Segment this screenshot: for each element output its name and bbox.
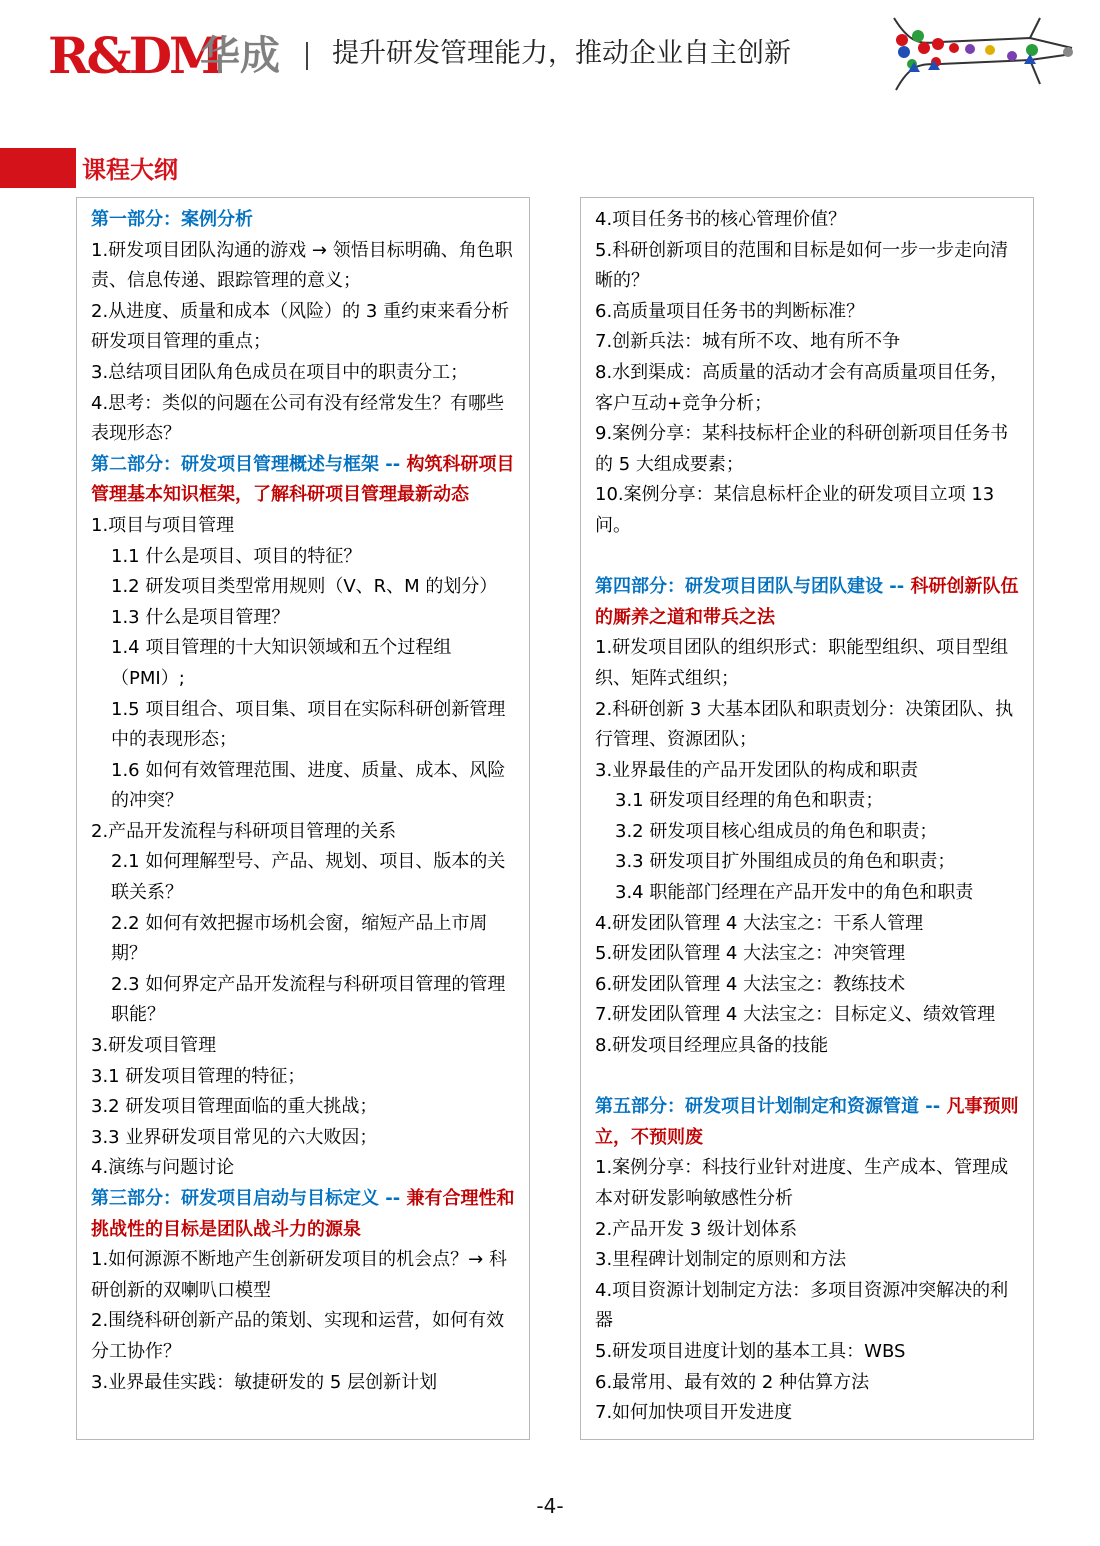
huacheng-logo-text: 华成 — [200, 33, 280, 79]
part-heading — [595, 572, 1021, 633]
part-heading-subtitle: 兼有合理性和挑战性的目标是团队战斗力的源泉 — [91, 1188, 515, 1240]
network-decoration-icon — [890, 14, 1080, 94]
part-heading-subtitle: 凡事预则立，不预则废 — [595, 1096, 1019, 1148]
outline-item: 8.研发项目经理应具备的技能 — [595, 1035, 829, 1057]
section-title: 课程大纲 — [82, 156, 178, 184]
outline-subitem: 3.3 研发项目扩外围组成员的角色和职责； — [615, 851, 956, 873]
outline-item: 4.项目资源计划制定方法：多项目资源冲突解决的利器 — [595, 1279, 1009, 1332]
outline-item: 3.业界最佳的产品开发团队的构成和职责 — [595, 759, 919, 781]
outline-item: 3.2 研发项目管理面临的重大挑战； — [91, 1096, 378, 1118]
part-heading-subtitle: 科研创新队伍的厮养之道和带兵之法 — [595, 576, 1019, 628]
outline-subitem: 3.4 职能部门经理在产品开发中的角色和职责 — [615, 882, 974, 904]
part-heading-title: 第二部分：研发项目管理概述与框架 -- — [91, 453, 407, 475]
outline-right-column — [580, 197, 1034, 1440]
part-heading-title: 第四部分：研发项目团队与团队建设 -- — [595, 576, 911, 598]
outline-item: 7.如何加快项目开发进度 — [595, 1402, 793, 1424]
outline-item: 4.思考：类似的问题在公司有没有经常发生？有哪些表现形态？ — [91, 392, 505, 445]
page-number: -4- — [536, 1494, 564, 1518]
outline-item: 6.研发团队管理 4 大法宝之：教练技术 — [595, 973, 906, 995]
outline-item: 9.案例分享：某科技标杆企业的科研创新项目任务书的 5 大组成要素； — [595, 423, 1009, 475]
outline-item: 3.里程碑计划制定的原则和方法 — [595, 1249, 847, 1271]
outline-item: 2.围绕科研创新产品的策划、实现和运营，如何有效分工协作？ — [91, 1310, 505, 1362]
outline-subitem: 3.1 研发项目经理的角色和职责； — [615, 790, 884, 812]
outline-item: 1.研发项目团队沟通的游戏 → 领悟目标明确、角色职责、信息传递、跟踪管理的意义； — [91, 239, 513, 292]
outline-item: 3.研发项目管理 — [91, 1035, 217, 1057]
part-heading-subtitle: 构筑科研项目管理基本知识框架，了解科研项目管理最新动态 — [91, 453, 515, 506]
outline-subitem: 1.1 什么是项目、项目的特征？ — [111, 545, 362, 567]
outline-subitem: 1.2 研发项目类型常用规则（V、R、M 的划分） — [111, 576, 498, 598]
section-marker — [0, 148, 76, 188]
part-heading-title: 第五部分：研发项目计划制定和资源管道 -- — [595, 1096, 947, 1118]
outline-subitem: 1.4 项目管理的十大知识领域和五个过程组（PMI）; — [111, 637, 452, 689]
part-heading — [595, 1092, 1021, 1153]
outline-item: 2.科研创新 3 大基本团队和职责划分：决策团队、执行管理、资源团队； — [595, 698, 1014, 751]
outline-item: 6.高质量项目任务书的判断标准？ — [595, 300, 865, 322]
header-slogan: 提升研发管理能力，推动企业自主创新 — [332, 38, 791, 69]
outline-subitem: 2.1 如何理解型号、产品、规划、项目、版本的关联关系？ — [111, 851, 506, 904]
outline-subitem: 3.2 研发项目核心组成员的角色和职责； — [615, 820, 938, 842]
outline-item: 5.研发团队管理 4 大法宝之：冲突管理 — [595, 943, 906, 965]
outline-item: 8.水到渠成：高质量的活动才会有高质量项目任务，客户互动+竞争分析； — [595, 361, 1009, 414]
outline-item: 2.产品开发流程与科研项目管理的关系 — [91, 820, 397, 842]
outline-subitem: 2.3 如何界定产品开发流程与科研项目管理的管理职能？ — [111, 973, 506, 1026]
outline-item: 7.创新兵法：城有所不攻、地有所不争 — [595, 331, 901, 353]
outline-item: 5.科研创新项目的范围和目标是如何一步一步走向清晰的？ — [595, 239, 1009, 292]
outline-item: 1.案例分享：科技行业针对进度、生产成本、管理成本对研发影响敏感性分析 — [595, 1157, 1009, 1209]
page-header — [0, 0, 1100, 110]
outline-item: 10.案例分享：某信息标杆企业的研发项目立项 13 问。 — [595, 484, 995, 536]
outline-item: 4.研发团队管理 4 大法宝之：干系人管理 — [595, 912, 924, 934]
outline-item: 3.业界最佳实践：敏捷研发的 5 层创新计划 — [91, 1371, 438, 1393]
part-heading: 第一部分：案例分析 — [91, 209, 253, 230]
part-heading-title: 第三部分：研发项目启动与目标定义 -- — [91, 1188, 407, 1209]
outline-item: 2.产品开发 3 级计划体系 — [595, 1218, 798, 1240]
outline-item: 3.3 业界研发项目常见的六大败因； — [91, 1126, 378, 1148]
outline-subitem: 1.5 项目组合、项目集、项目在实际科研创新管理中的表现形态； — [111, 698, 506, 751]
part-heading — [91, 450, 517, 511]
outline-item: 4.项目任务书的核心管理价值？ — [595, 209, 847, 230]
outline-item: 1.如何源源不断地产生创新研发项目的机会点？→ 科研创新的双喇叭口模型 — [91, 1249, 507, 1301]
outline-item: 6.最常用、最有效的 2 种估算方法 — [595, 1371, 870, 1393]
part-heading — [91, 1184, 517, 1245]
header-divider — [306, 34, 309, 70]
outline-item: 1.研发项目团队的组织形式：职能型组织、项目型组织、矩阵式组织； — [595, 637, 1009, 689]
outline-item: 3.总结项目团队角色成员在项目中的职责分工； — [91, 361, 469, 383]
rdm-logo: R&DM — [48, 26, 222, 85]
outline-subitem: 2.2 如何有效把握市场机会窗，缩短产品上市周期？ — [111, 912, 488, 965]
outline-item: 2.从进度、质量和成本（风险）的 3 重约束来看分析研发项目管理的重点； — [91, 300, 510, 353]
outline-item: 5.研发项目进度计划的基本工具：WBS — [595, 1340, 906, 1362]
outline-item: 7.研发团队管理 4 大法宝之：目标定义、绩效管理 — [595, 1004, 996, 1026]
outline-item: 4.演练与问题讨论 — [91, 1157, 235, 1179]
spacer — [595, 542, 1021, 573]
outline-left-column — [76, 197, 530, 1440]
outline-subitem: 1.6 如何有效管理范围、进度、质量、成本、风险的冲突？ — [111, 759, 506, 812]
outline-subitem: 1.3 什么是项目管理？ — [111, 606, 290, 628]
outline-item: 1.项目与项目管理 — [91, 514, 235, 536]
spacer — [595, 1062, 1021, 1093]
outline-item: 3.1 研发项目管理的特征； — [91, 1065, 306, 1087]
